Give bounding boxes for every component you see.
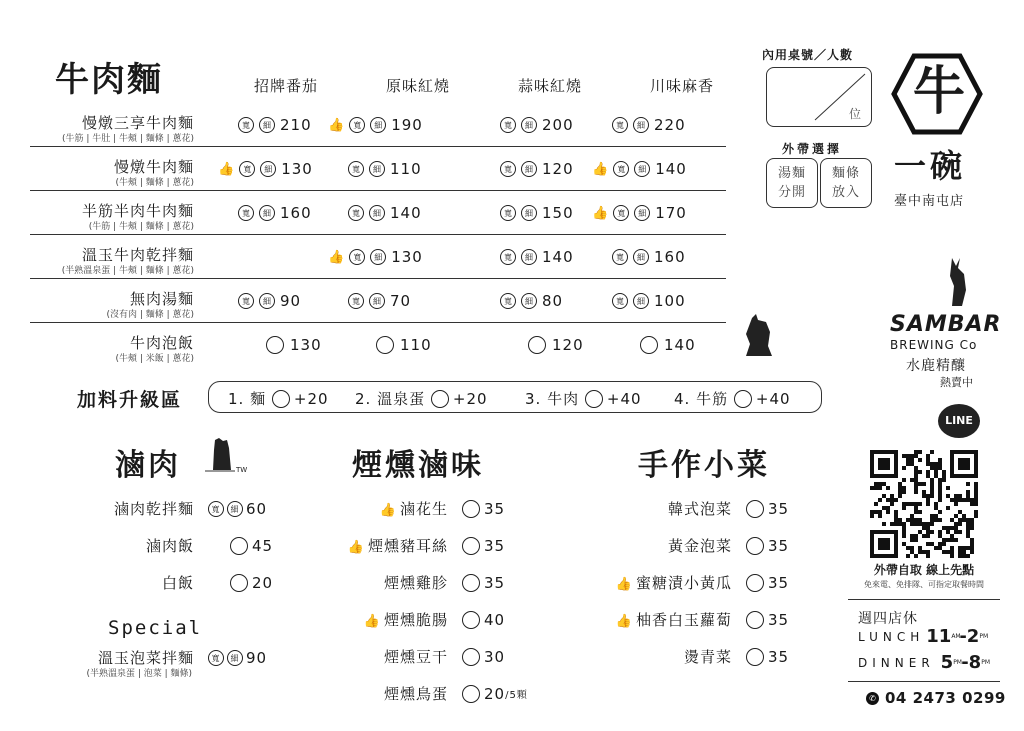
item-name: 煙燻豬耳絲	[367, 537, 448, 555]
flavor-header-sichuan: 川味麻香	[649, 77, 714, 95]
addon-tendon	[674, 388, 791, 409]
brand-name: 一碗	[894, 147, 967, 185]
price: 140	[664, 336, 696, 354]
thumbs-up-icon: 👍	[328, 117, 345, 133]
item-price: 35	[768, 536, 790, 555]
item-price: 40	[484, 610, 506, 629]
beer-zh: 水鹿精釀	[906, 358, 966, 374]
side-item	[580, 646, 789, 667]
lunch-label: LUNCH	[858, 629, 925, 644]
item-price: 20	[252, 573, 274, 592]
price: 90	[280, 292, 302, 310]
smoked-title: 煙燻滷味	[352, 448, 484, 483]
brand-branch: 臺中南屯店	[894, 194, 965, 209]
thumbs-up-icon: 👍	[592, 161, 609, 177]
item-name: 煙燻豆干	[383, 648, 448, 666]
item-name: 煙燻雞胗	[383, 574, 448, 592]
line-label: LINE	[945, 414, 973, 427]
thumbs-up-icon: 👍	[615, 614, 633, 629]
price: 120	[552, 336, 584, 354]
checkbox-circle[interactable]	[746, 611, 764, 629]
line-note: 免來電、免排隊、可指定取餐時間	[864, 580, 984, 589]
price: 100	[654, 292, 686, 310]
thin-noodle-option[interactable]: 細	[369, 205, 385, 221]
takeout-option-inside-label: 麵條放入	[831, 166, 860, 200]
item-name: 白飯	[161, 574, 194, 592]
addon-label: 1. 麵	[228, 390, 267, 408]
noodle-ingredients: (牛筋 | 牛頰 | 麵條 | 蔥花)	[88, 222, 194, 232]
takeout-title: 外帶選擇	[782, 142, 843, 156]
price: 150	[542, 204, 574, 222]
wide-noodle-option[interactable]: 寬	[208, 650, 224, 666]
checkbox-circle[interactable]	[462, 648, 480, 666]
noodle-name: 無肉湯麵	[129, 290, 194, 308]
checkbox-circle[interactable]	[266, 336, 284, 354]
noodle-name: 牛肉泡飯	[129, 334, 194, 352]
noodle-name: 慢燉三享牛肉麵	[81, 114, 194, 132]
smoked-item	[318, 683, 528, 704]
price-cell	[266, 336, 322, 354]
price: 190	[391, 116, 423, 134]
price-cell	[238, 292, 301, 310]
price-cell	[500, 116, 574, 134]
sides-title: 手作小菜	[638, 448, 770, 483]
checkbox-circle[interactable]	[746, 648, 764, 666]
price-cell	[528, 336, 584, 354]
hours-divider-top	[848, 599, 1000, 600]
price: 120	[542, 160, 574, 178]
noodle-ingredients: (牛筋 | 牛肚 | 牛頰 | 麵條 | 蔥花)	[61, 134, 194, 144]
item-name-wrap	[580, 572, 732, 593]
addon-egg	[355, 388, 488, 409]
price-cell	[592, 160, 687, 178]
thin-noodle-option[interactable]: 細	[259, 205, 275, 221]
addon-label: 2. 溫泉蛋	[355, 390, 426, 408]
checkbox-circle[interactable]	[528, 336, 546, 354]
lunch-from: 11	[926, 626, 952, 647]
smoked-item	[318, 646, 505, 667]
line-icon[interactable]	[938, 404, 980, 438]
special-price: 90	[246, 648, 268, 667]
order-box[interactable]	[766, 67, 872, 127]
checkbox-circle[interactable]	[272, 390, 290, 408]
item-name-wrap	[318, 646, 448, 667]
checkbox-circle[interactable]	[640, 336, 658, 354]
thin-noodle-option[interactable]: 細	[521, 249, 537, 265]
thumbs-up-icon: 👍	[379, 503, 397, 518]
checkbox-circle[interactable]	[462, 500, 480, 518]
price-cell	[500, 248, 574, 266]
dinner-from-ap: PM	[953, 659, 962, 666]
dinner-to: 8	[968, 652, 982, 673]
wide-noodle-option[interactable]: 寬	[612, 117, 628, 133]
thumbs-up-icon: 👍	[328, 249, 345, 265]
lunch-from-ap: AM	[951, 633, 961, 640]
item-name-wrap	[318, 609, 448, 630]
price-cell	[500, 204, 574, 222]
checkbox-circle[interactable]	[746, 574, 764, 592]
smoked-item	[318, 609, 505, 630]
addon-noodle	[228, 388, 329, 409]
thin-noodle-option[interactable]: 細	[259, 117, 275, 133]
thin-noodle-option[interactable]: 細	[521, 205, 537, 221]
thin-noodle-option[interactable]: 細	[260, 161, 276, 177]
dinner-label: DINNER	[858, 655, 935, 670]
side-item	[580, 609, 789, 630]
item-price: 35	[484, 536, 506, 555]
flavor-header-tomato: 招牌番茄	[253, 77, 318, 95]
price-cell	[612, 116, 686, 134]
price: 160	[654, 248, 686, 266]
price-cell	[500, 292, 563, 310]
addon-price: +40	[606, 389, 642, 408]
bear-icon	[205, 436, 237, 474]
braised-item	[70, 535, 273, 556]
price-cell	[500, 160, 574, 178]
takeout-option-inside[interactable]	[820, 158, 872, 208]
side-item	[580, 572, 789, 593]
item-name: 蜜糖漬小黃瓜	[635, 574, 732, 592]
price: 130	[281, 160, 313, 178]
item-name-wrap	[318, 535, 448, 556]
item-price: 35	[484, 499, 506, 518]
hours-divider-bottom	[848, 681, 1000, 682]
wide-noodle-option[interactable]: 寬	[613, 161, 629, 177]
phone-icon: ✆	[866, 692, 879, 705]
side-item	[580, 498, 789, 519]
line-cta: 外帶自取 線上先點	[873, 563, 975, 577]
item-name-wrap	[318, 498, 448, 519]
row-divider	[30, 278, 726, 279]
thumbs-up-icon: 👍	[347, 540, 365, 555]
price: 130	[290, 336, 322, 354]
qr-code-icon[interactable]	[870, 450, 978, 558]
thin-noodle-option[interactable]: 細	[633, 117, 649, 133]
item-name-wrap	[580, 535, 732, 556]
order-box-title: 內用桌號／人數	[762, 48, 854, 62]
price-cell	[348, 204, 422, 222]
checkbox-circle[interactable]	[462, 685, 480, 703]
checkbox-circle[interactable]	[431, 390, 449, 408]
price: 210	[280, 116, 312, 134]
flavor-header-garlic: 蒜味紅燒	[517, 77, 582, 95]
phone-number: 04 2473 0299	[885, 689, 1006, 707]
price: 170	[655, 204, 687, 222]
smoked-item	[318, 572, 505, 593]
price: 140	[655, 160, 687, 178]
checkbox-circle[interactable]	[376, 336, 394, 354]
side-item	[580, 535, 789, 556]
item-price: 35	[768, 610, 790, 629]
price-cell	[640, 336, 696, 354]
flavor-header-original: 原味紅燒	[385, 77, 450, 95]
item-price: 30	[484, 647, 506, 666]
item-price: 35	[484, 573, 506, 592]
price-cell	[592, 204, 687, 222]
price: 130	[391, 248, 423, 266]
price-cell	[376, 336, 432, 354]
item-price: 20	[484, 684, 506, 703]
wide-noodle-option[interactable]: 寬	[348, 205, 364, 221]
thin-noodle-option[interactable]: 細	[227, 501, 243, 517]
price-cell	[328, 248, 423, 266]
item-price: 35	[768, 499, 790, 518]
checkbox-circle[interactable]	[462, 611, 480, 629]
price: 110	[400, 336, 432, 354]
item-name: 黃金泡菜	[667, 537, 732, 555]
price-cell	[238, 204, 312, 222]
item-name-wrap	[580, 646, 732, 667]
checkbox-circle[interactable]	[230, 537, 248, 555]
item-name: 滷肉飯	[145, 537, 194, 555]
checkbox-circle[interactable]	[734, 390, 752, 408]
lunch-hours: LUNCH 11 AM - 2 PM	[858, 626, 989, 647]
noodle-name: 慢燉牛肉麵	[113, 158, 194, 176]
special-title: Special	[108, 617, 203, 639]
item-name-wrap	[318, 572, 448, 593]
thin-noodle-option[interactable]: 細	[634, 161, 650, 177]
thumbs-up-icon: 👍	[615, 577, 633, 592]
wide-noodle-option[interactable]: 寬	[613, 205, 629, 221]
row-divider	[30, 322, 726, 323]
thin-noodle-option[interactable]: 細	[521, 293, 537, 309]
thin-noodle-option[interactable]: 細	[521, 161, 537, 177]
thin-noodle-option[interactable]: 細	[369, 161, 385, 177]
wide-noodle-option[interactable]: 寬	[349, 249, 365, 265]
wide-noodle-option[interactable]: 寬	[348, 161, 364, 177]
addon-beef	[525, 388, 642, 409]
thin-noodle-option[interactable]: 細	[634, 205, 650, 221]
wide-noodle-option[interactable]: 寬	[612, 249, 628, 265]
phone-row[interactable]	[866, 689, 1006, 707]
braised-item	[70, 572, 273, 593]
braised-item	[70, 498, 267, 519]
smoked-item	[318, 535, 505, 556]
item-unit: /5顆	[505, 690, 528, 701]
wide-noodle-option[interactable]: 寬	[349, 117, 365, 133]
wide-noodle-option[interactable]: 寬	[238, 205, 254, 221]
menu-title-beef-noodle: 牛肉麵	[55, 60, 163, 100]
thumbs-up-icon: 👍	[218, 161, 235, 177]
wide-noodle-option[interactable]: 寬	[500, 161, 516, 177]
special-sub: (半熟溫泉蛋 | 泡菜 | 麵條)	[86, 669, 192, 679]
checkbox-circle[interactable]	[746, 500, 764, 518]
thin-noodle-option[interactable]: 細	[633, 249, 649, 265]
thin-noodle-option[interactable]: 細	[227, 650, 243, 666]
wide-noodle-option[interactable]: 寬	[238, 293, 254, 309]
goat-icon	[740, 312, 778, 358]
price: 80	[542, 292, 564, 310]
addon-price: +40	[755, 389, 791, 408]
item-price: 45	[252, 536, 274, 555]
addon-price: +20	[452, 389, 488, 408]
noodle-ingredients: (牛頰 | 米飯 | 蔥花)	[115, 354, 194, 364]
row-divider	[30, 234, 726, 235]
closed-day: 週四店休	[858, 611, 918, 627]
price: 140	[390, 204, 422, 222]
beer-hot: 熱賣中	[940, 376, 973, 389]
deer-icon	[944, 256, 974, 308]
checkbox-circle[interactable]	[462, 537, 480, 555]
takeout-option-separate[interactable]	[766, 158, 818, 208]
brand-logo-char: 牛	[913, 61, 966, 122]
noodle-ingredients: (半熟溫泉蛋 | 牛頰 | 麵條 | 蔥花)	[61, 266, 194, 276]
wide-noodle-option[interactable]: 寬	[239, 161, 255, 177]
special-name: 溫玉泡菜拌麵	[97, 649, 194, 667]
tw-mark: TW	[236, 466, 248, 474]
checkbox-circle[interactable]	[462, 574, 480, 592]
wide-noodle-option[interactable]: 寬	[500, 117, 516, 133]
row-divider	[30, 146, 726, 147]
braised-title: 滷肉	[115, 448, 181, 483]
item-price: 60	[246, 499, 268, 518]
addon-label: 4. 牛筋	[674, 390, 729, 408]
smoked-item	[318, 498, 505, 519]
price: 220	[654, 116, 686, 134]
thin-noodle-option[interactable]: 細	[370, 117, 386, 133]
thumbs-up-icon: 👍	[363, 614, 381, 629]
noodle-ingredients: (沒有肉 | 麵條 | 蔥花)	[106, 310, 194, 320]
dinner-hours: DINNER 5 PM - 8 PM	[858, 652, 990, 673]
row-divider	[30, 190, 726, 191]
wide-noodle-option[interactable]: 寬	[500, 249, 516, 265]
wide-noodle-option[interactable]: 寬	[500, 293, 516, 309]
noodle-name: 溫玉牛肉乾拌麵	[81, 246, 194, 264]
seat-label: 位	[848, 107, 861, 121]
lunch-to-ap: PM	[979, 633, 989, 640]
addon-price: +20	[293, 389, 329, 408]
thin-noodle-option[interactable]: 細	[259, 293, 275, 309]
item-price: 35	[768, 573, 790, 592]
item-name-wrap	[580, 609, 732, 630]
wide-noodle-option[interactable]: 寬	[208, 501, 224, 517]
thin-noodle-option[interactable]: 細	[369, 293, 385, 309]
wide-noodle-option[interactable]: 寬	[612, 293, 628, 309]
wide-noodle-option[interactable]: 寬	[238, 117, 254, 133]
special-item	[70, 647, 267, 668]
checkbox-circle[interactable]	[746, 537, 764, 555]
item-name: 煙燻脆腸	[383, 611, 448, 629]
price-cell	[328, 116, 423, 134]
price-cell	[612, 248, 686, 266]
wide-noodle-option[interactable]: 寬	[348, 293, 364, 309]
dinner-from: 5	[940, 652, 954, 673]
checkbox-circle[interactable]	[230, 574, 248, 592]
addon-title: 加料升級區	[77, 389, 183, 411]
price-cell	[348, 292, 411, 310]
item-name: 煙燻鳥蛋	[383, 685, 448, 703]
beer-sub: BREWING Co	[890, 338, 978, 352]
price: 110	[390, 160, 422, 178]
price: 140	[542, 248, 574, 266]
item-name-wrap	[318, 683, 448, 704]
item-name-wrap	[580, 498, 732, 519]
thumbs-up-icon: 👍	[592, 205, 609, 221]
beer-brand: SAMBAR	[890, 312, 1002, 337]
price-cell	[348, 160, 422, 178]
addon-label: 3. 牛肉	[525, 390, 580, 408]
dinner-to-ap: PM	[981, 659, 990, 666]
price: 200	[542, 116, 574, 134]
item-name: 滷花生	[399, 500, 448, 518]
item-name: 燙青菜	[683, 648, 732, 666]
lunch-to: 2	[966, 626, 980, 647]
thin-noodle-option[interactable]: 細	[370, 249, 386, 265]
thin-noodle-option[interactable]: 細	[633, 293, 649, 309]
wide-noodle-option[interactable]: 寬	[500, 205, 516, 221]
noodle-ingredients: (牛頰 | 麵條 | 蔥花)	[115, 178, 194, 188]
item-name: 柚香白玉蘿蔔	[635, 611, 732, 629]
checkbox-circle[interactable]	[585, 390, 603, 408]
item-name: 韓式泡菜	[667, 500, 732, 518]
price: 70	[390, 292, 412, 310]
item-price: 35	[768, 647, 790, 666]
price: 160	[280, 204, 312, 222]
noodle-name: 半筋半肉牛肉麵	[81, 202, 194, 220]
takeout-option-separate-label: 湯麵分開	[777, 166, 806, 200]
price-cell	[612, 292, 686, 310]
price-cell	[238, 116, 312, 134]
price-cell	[218, 160, 313, 178]
item-name: 滷肉乾拌麵	[113, 500, 194, 518]
thin-noodle-option[interactable]: 細	[521, 117, 537, 133]
